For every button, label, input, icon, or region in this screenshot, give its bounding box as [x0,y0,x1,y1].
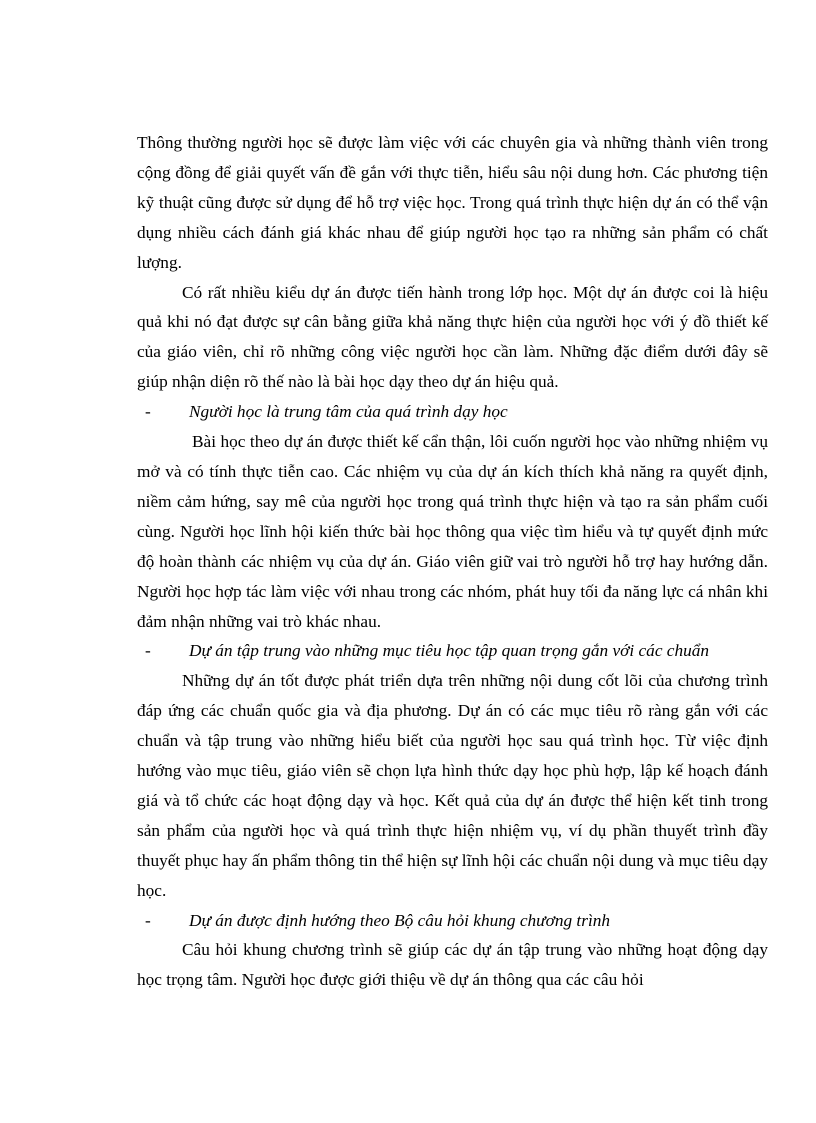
bullet-item-1 [137,397,768,427]
bullet-dash: - [145,910,151,930]
bullet-item-3 [137,906,768,936]
paragraph-2: Có rất nhiều kiểu dự án được tiến hành trong lớp học. Một dự án được coi là hiệu quả khi nó đạt được sự cân bằng giữa khả năng thực hiện của người học với ý đồ thiết kế của giáo viên, chỉ rõ những công việc người học cần làm. Những đặc điểm dưới đây sẽ giúp nhận diện rõ thế nào là bài học dạy theo dự án hiệu quả. [137,282,768,392]
bullet-dash: - [145,402,151,422]
bullet-text: Dự án được định hướng theo Bộ câu hỏi khung chương trình [189,910,611,930]
paragraph-5: Câu hỏi khung chương trình sẽ giúp các dự án tập trung vào những hoạt động dạy học trọng tâm. Người học được giới thiệu về dự án thông qua các câu hỏi [137,940,768,990]
paragraph-3: Bài học theo dự án được thiết kế cẩn thận, lôi cuốn người học vào những nhiệm vụ mở và có tính thực tiễn cao. Các nhiệm vụ của dự án kích thích khả năng ra quyết định, niềm cảm hứng, say mê của người học trong quá trình thực hiện và tạo ra sản phẩm cuối cùng. Người học lĩnh hội kiến thức bài học thông qua việc tìm hiểu và tự quyết định mức độ hoàn thành các nhiệm vụ của dự án. Giáo viên giữ vai trò người hỗ trợ hay hướng dẫn. Người học hợp tác làm việc với nhau trong các nhóm, phát huy tối đa năng lực cá nhân khi đảm nhận những vai trò khác nhau. [137,432,768,631]
paragraph-4: Những dự án tốt được phát triển dựa trên những nội dung cốt lõi của chương trình đáp ứng các chuẩn quốc gia và địa phương. Dự án có các mục tiêu rõ ràng gắn với các chuẩn và tập trung vào những hiểu biết của người học sau quá trình học. Từ việc định hướng vào mục tiêu, giáo viên sẽ chọn lựa hình thức dạy học phù hợp, lập kế hoạch đánh giá và tổ chức các hoạt động dạy và học. Kết quả của dự án được thể hiện kết tinh trong sản phẩm của người học và quá trình thực hiện nhiệm vụ, ví dụ phần thuyết trình đầy thuyết phục hay ấn phẩm thông tin thể hiện sự lĩnh hội các chuẩn nội dung và mục tiêu dạy học. [137,671,768,900]
document-body [137,128,768,995]
paragraph-1: Thông thường người học sẽ được làm việc với các chuyên gia và những thành viên trong cộng đồng để giải quyết vấn đề gắn với thực tiễn, hiểu sâu nội dung hơn. Các phương tiện kỹ thuật cũng được sử dụng để hỗ trợ việc học. Trong quá trình thực hiện dự án có thể vận dụng nhiều cách đánh giá khác nhau để giúp người học tạo ra những sản phẩm có chất lượng. [137,133,768,272]
bullet-dash: - [145,641,151,661]
bullet-item-2 [137,636,768,666]
bullet-text: Dự án tập trung vào những mục tiêu học tập quan trọng gắn với các chuẩn [189,641,710,661]
bullet-text: Người học là trung tâm của quá trình dạy học [189,402,508,422]
